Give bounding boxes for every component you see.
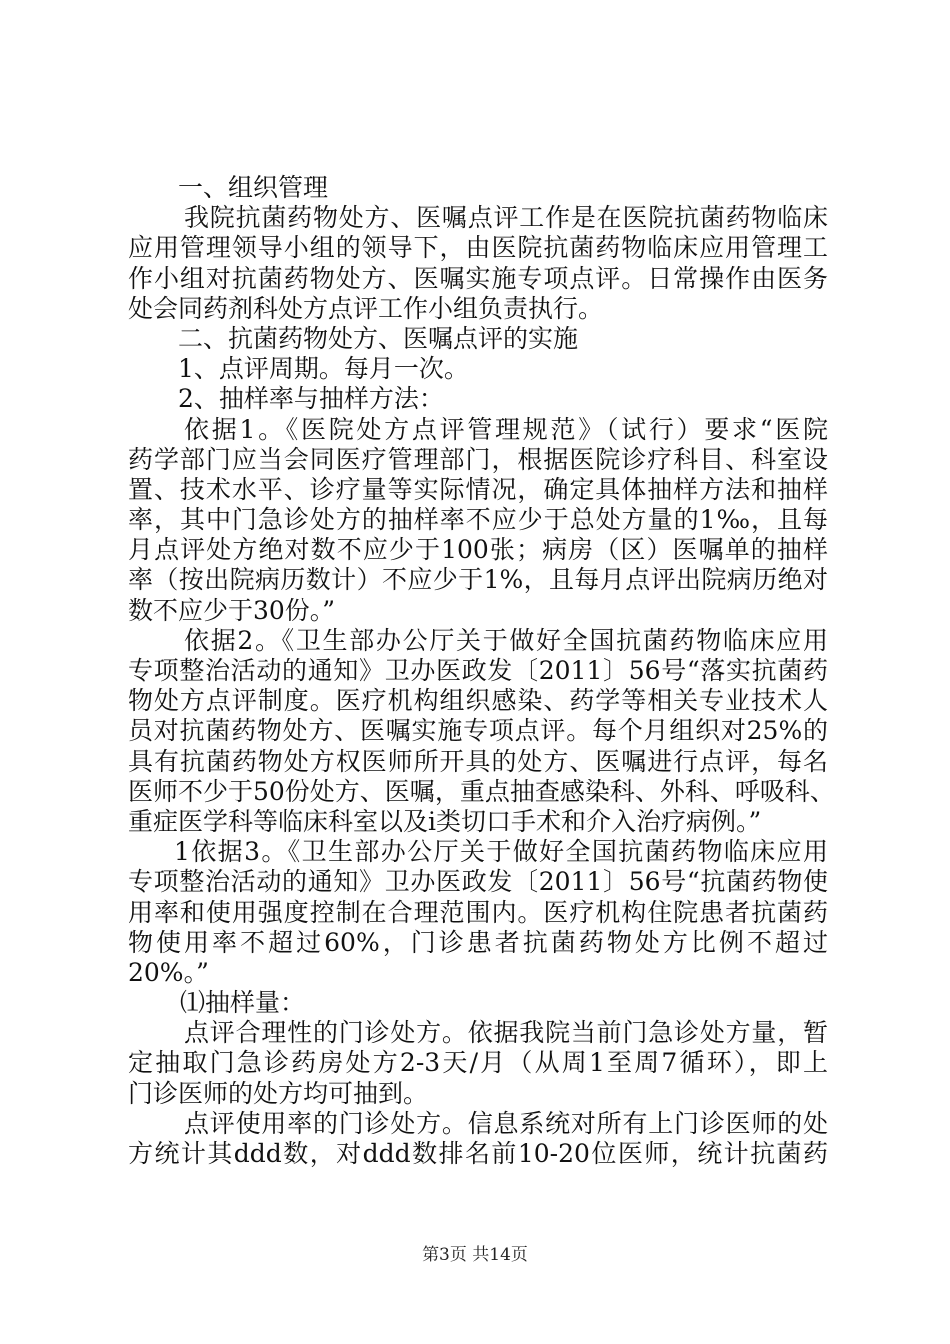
text-line: 定抽取门急诊药房处方2-3天/月（从周1至周7循环），即上 [128,1048,828,1078]
text-line: 置、技术水平、诊疗量等实际情况，确定具体抽样方法和抽样 [128,474,828,504]
text-line: 1、点评周期。每月一次。 [178,354,469,384]
document-body [128,173,835,1169]
text-line: 依据2。《卫生部办公厅关于做好全国抗菌药物临床应用 [184,625,828,655]
text-line: 物使用率不超过60%，门诊患者抗菌药物处方比例不超过 [128,927,828,957]
text-line: 用率和使用强度控制在合理范围内。医疗机构住院患者抗菌药 [128,897,828,927]
text-line: 门诊医师的处方均可抽到。 [128,1078,429,1108]
text-line: 重症医学科等临床科室以及i类切口手术和介入治疗病例。” [128,806,762,836]
text-line: 20%。” [128,957,209,987]
text-line: 数不应少于30份。” [128,595,336,625]
text-line: 点评合理性的门诊处方。依据我院当前门急诊处方量，暂 [184,1018,828,1048]
text-line: 医师不少于50份处方、医嘱，重点抽查感染科、外科、呼吸科、 [128,776,835,806]
text-line: 一、组织管理 [178,173,329,202]
text-line: 药学部门应当会同医疗管理部门，根据医院诊疗科目、科室设 [128,444,828,474]
text-line: 依据1。《医院处方点评管理规范》（试行）要求“医院 [184,414,828,444]
text-line: 作小组对抗菌药物处方、医嘱实施专项点评。日常操作由医务 [128,263,828,293]
text-line: 专项整治活动的通知》卫办医政发〔2011〕56号“抗菌药物使 [128,867,828,897]
text-line: 点评使用率的门诊处方。信息系统对所有上门诊医师的处 [184,1108,828,1138]
page-footer: 第3页 共14页 [422,1245,528,1265]
text-line: 员对抗菌药物处方、医嘱实施专项点评。每个月组织对25%的 [128,716,828,746]
text-line: 物处方点评制度。医疗机构组织感染、药学等相关专业技术人 [128,686,828,716]
text-line: 1依据3。《卫生部办公厅关于做好全国抗菌药物临床应用 [174,837,828,867]
text-line: 二、抗菌药物处方、医嘱点评的实施 [178,323,579,353]
text-line: 具有抗菌药物处方权医师所开具的处方、医嘱进行点评，每名 [128,746,828,776]
text-line: 2、抽样率与抽样方法： [178,384,444,414]
text-line: 应用管理领导小组的领导下，由医院抗菌药物临床应用管理工 [128,233,828,263]
text-line: 月点评处方绝对数不应少于100张；病房（区）医嘱单的抽样 [128,535,828,565]
text-line: 率（按出院病历数计）不应少于1%，且每月点评出院病历绝对 [128,565,828,595]
text-line: 率，其中门急诊处方的抽样率不应少于总处方量的1‰，且每 [128,505,828,535]
text-line: 我院抗菌药物处方、医嘱点评工作是在医院抗菌药物临床 [184,203,828,233]
text-line: 处会同药剂科处方点评工作小组负责执行。 [128,293,604,323]
text-line: 专项整治活动的通知》卫办医政发〔2011〕56号“落实抗菌药 [128,656,828,685]
text-line: 方统计其ddd数，对ddd数排名前10-20位医师，统计抗菌药 [128,1139,828,1168]
text-line: ⑴抽样量： [180,988,306,1018]
